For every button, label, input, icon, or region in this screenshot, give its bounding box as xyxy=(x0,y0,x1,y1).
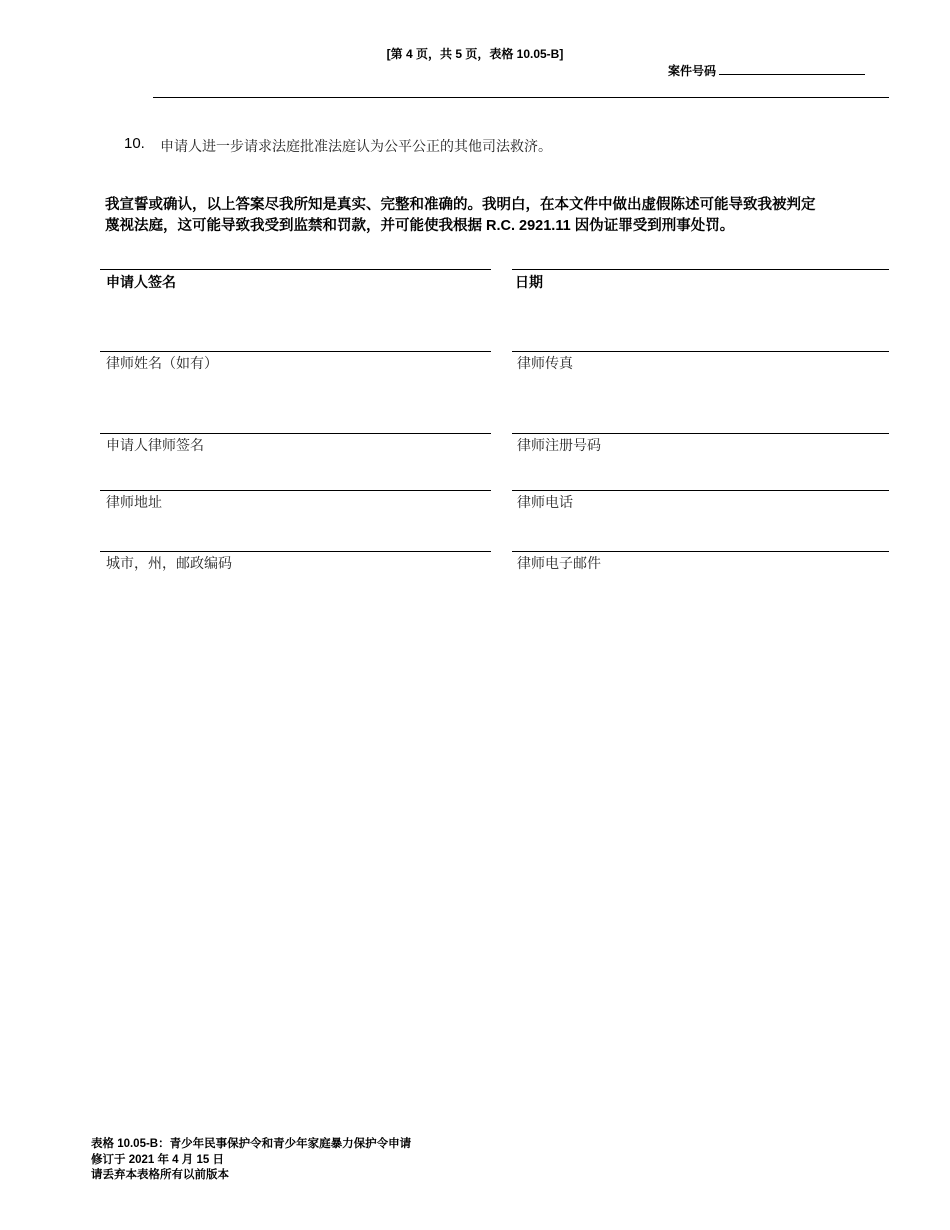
attorney-signature-line[interactable] xyxy=(100,433,491,434)
case-number-label: 案件号码 xyxy=(668,64,717,78)
attorney-phone-line[interactable] xyxy=(512,490,889,491)
petitioner-signature-line[interactable] xyxy=(100,269,491,270)
attorney-email-label: 律师电子邮件 xyxy=(517,556,601,572)
attorney-address-label: 律师地址 xyxy=(106,495,162,511)
footer-form-title: 表格 10.05-B：青少年民事保护令和青少年家庭暴力保护令申请 xyxy=(91,1138,412,1150)
page-header: [第 4 页，共 5 页，表格 10.05-B] xyxy=(386,47,564,61)
attorney-registration-label: 律师注册号码 xyxy=(517,438,601,454)
attorney-email-line[interactable] xyxy=(512,551,889,552)
date-label: 日期 xyxy=(515,274,543,290)
footer-revision-date: 修订于 2021 年 4 月 15 日 xyxy=(91,1153,224,1166)
attorney-phone-label: 律师电话 xyxy=(517,495,573,511)
declaration-line-2: 蔑视法庭，这可能导致我受到监禁和罚款，并可能使我根据 R.C. 2921.11 因伪证罪受到刑事处罚。 xyxy=(105,218,735,234)
city-state-zip-line[interactable] xyxy=(100,551,491,552)
item-10-number: 10. xyxy=(124,135,145,152)
date-line[interactable] xyxy=(512,269,889,270)
attorney-registration-line[interactable] xyxy=(512,433,889,434)
attorney-fax-line[interactable] xyxy=(512,351,889,352)
case-number-field xyxy=(668,62,865,79)
header-divider xyxy=(153,97,889,98)
attorney-name-label: 律师姓名（如有） xyxy=(106,356,218,372)
item-10-text: 申请人进一步请求法庭批准法庭认为公平公正的其他司法救济。 xyxy=(160,139,552,155)
petitioner-signature-label: 申请人签名 xyxy=(106,274,176,290)
attorney-signature-label: 申请人律师签名 xyxy=(106,438,204,454)
attorney-fax-label: 律师传真 xyxy=(517,356,573,372)
attorney-name-line[interactable] xyxy=(100,351,491,352)
attorney-address-line[interactable] xyxy=(100,490,491,491)
city-state-zip-label: 城市，州，邮政编码 xyxy=(106,556,232,572)
form-footer xyxy=(91,1137,411,1184)
declaration-line-1: 我宣誓或确认，以上答案尽我所知是真实、完整和准确的。我明白，在本文件中做出虚假陈述可能导致我被判定 xyxy=(105,197,816,213)
footer-discard-notice: 请丢弃本表格所有以前版本 xyxy=(91,1169,229,1181)
declaration-statement xyxy=(105,195,895,237)
case-number-blank[interactable] xyxy=(719,63,865,75)
